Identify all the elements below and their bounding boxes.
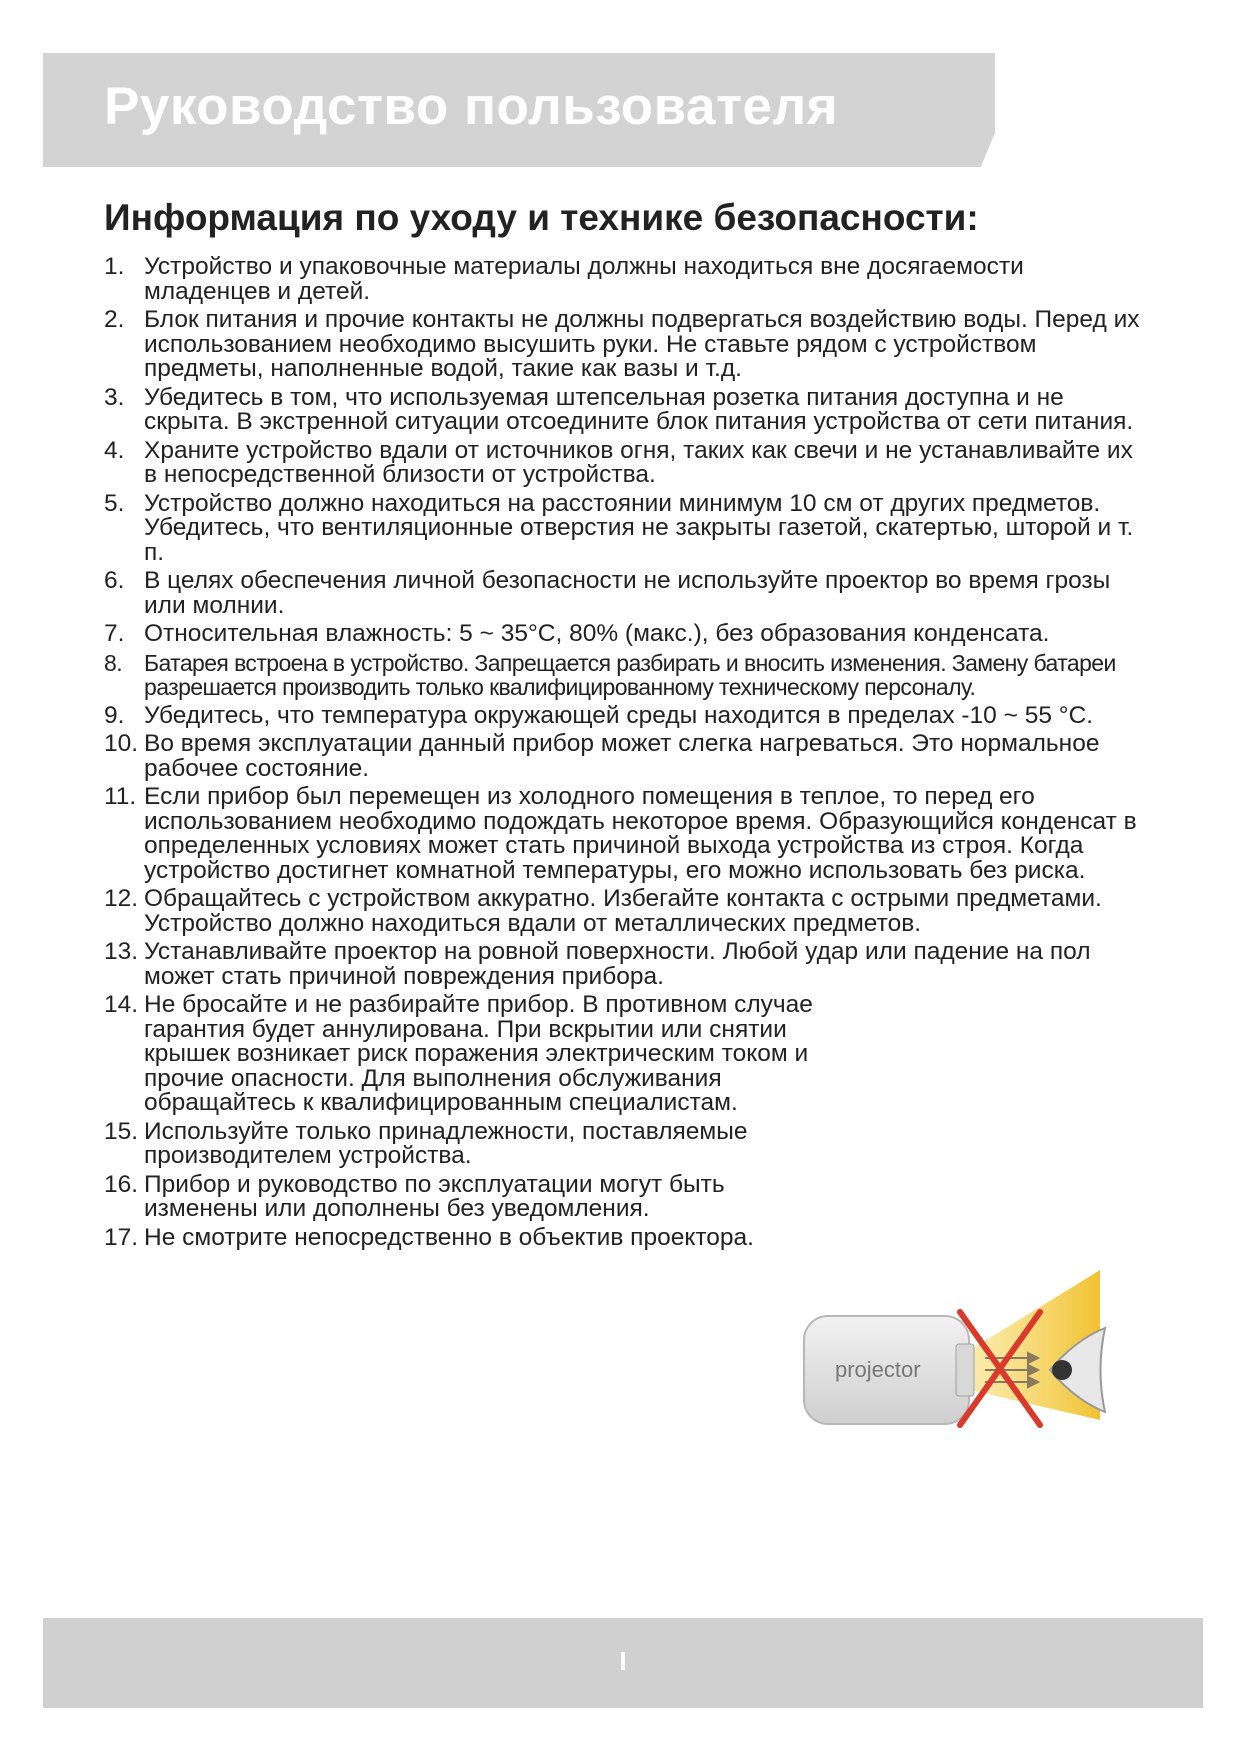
projector-warning-illustration	[800, 1270, 1130, 1470]
item-text: Убедитесь, что температура окружающей среды находится в пределах -10 ~ 55 °С.	[144, 701, 1094, 729]
item-number: 16.	[104, 1170, 139, 1198]
item-text: Батарея встроена в устройство. Запрещается разбирать и вносить изменения. Замену батареи разрешается производить только квалифицированному техническому персоналу.	[144, 649, 1116, 700]
footer-band	[43, 1618, 1203, 1708]
item-text: Прибор и руководство по эксплуатации могут быть изменены или дополнены без уведомления.	[144, 1170, 725, 1222]
safety-list	[104, 255, 1144, 1254]
list-item	[104, 940, 1144, 989]
list-item	[104, 993, 1144, 1116]
item-number: 10.	[104, 730, 139, 757]
item-text: Не бросайте и не разбирайте прибор. В противном случае гарантия будет аннулирована. При вскрытии или снятии крышек возникает риск поражения электрическим током и прочие опасности. Для выполнения обслуживания обращайтесь к квалифицированным специалистам.	[144, 991, 813, 1116]
item-text: Относительная влажность: 5 ~ 35°С, 80% (макс.), без образования конденсата.	[144, 620, 1050, 647]
list-item	[104, 887, 1144, 936]
item-text: Храните устройство вдали от источников огня, таких как свечи и не устанавливайте их в непосредственной близости от устройства.	[144, 436, 1133, 488]
item-number: 3.	[104, 383, 125, 411]
item-text: Убедитесь в том, что используемая штепсельная розетка питания доступна и не скрыта. В экстренной ситуации отсоедините блок питания устройства от сети питания.	[144, 383, 1134, 435]
item-number: 2.	[104, 306, 125, 333]
item-text: Устройство должно находиться на расстоянии минимум 10 см от других предметов. Убедитесь, что вентиляционные отверстия не закрыты газетой, скатертью, шторой и т. п.	[144, 489, 1134, 566]
section-heading: Информация по уходу и технике безопасности:	[104, 197, 979, 238]
item-number: 12.	[104, 885, 139, 912]
list-item	[104, 489, 1144, 566]
item-number: 15.	[104, 1117, 139, 1145]
item-number: 4.	[104, 436, 125, 464]
item-number: 1.	[104, 253, 125, 280]
item-number: 9.	[104, 701, 125, 729]
list-item	[104, 732, 1144, 781]
item-text: Во время эксплуатации данный прибор может слегка нагреваться. Это нормальное рабочее состояние.	[144, 730, 1100, 782]
list-item	[104, 785, 1144, 883]
list-item	[104, 701, 1144, 729]
item-text: Блок питания и прочие контакты не должны подвергаться воздействию воды. Перед их использованием необходимо высушить руки. Не ставьте рядом с устройством предметы, наполненные водой, такие как вазы и т.д.	[144, 306, 1140, 382]
list-item	[104, 1117, 1144, 1169]
list-item	[104, 1170, 1144, 1222]
list-item	[104, 255, 1144, 304]
page-number: I	[619, 1646, 627, 1676]
list-item	[104, 622, 1144, 647]
list-item	[104, 1223, 1144, 1251]
list-item	[104, 383, 1144, 435]
item-text: В целях обеспечения личной безопасности не используйте проектор во время грозы или молнии.	[144, 567, 1111, 619]
item-number: 5.	[104, 489, 125, 517]
list-item	[104, 569, 1144, 618]
item-number: 8.	[104, 649, 122, 676]
item-number: 7.	[104, 620, 125, 647]
item-text: Обращайтесь с устройством аккуратно. Избегайте контакта с острыми предметами. Устройство должно находиться вдали от металлических предметов.	[144, 885, 1102, 937]
item-text: Устройство и упаковочные материалы должны находиться вне досягаемости младенцев и детей.	[144, 253, 1024, 305]
page-title: Руководство пользователя	[104, 77, 839, 136]
item-number: 14.	[104, 991, 139, 1018]
item-number: 11.	[104, 783, 137, 810]
projector-eye-warning-icon	[800, 1270, 1130, 1470]
projector-label: projector	[835, 1357, 921, 1382]
list-item	[104, 308, 1144, 382]
list-item	[104, 651, 1144, 700]
item-text: Если прибор был перемещен из холодного помещения в теплое, то перед его использованием необходимо подождать некоторое время. Образующийся конденсат в определенных условиях может стать причиной выхода устройства из строя. Когда устройство достигнет комнатной температуры, его можно использовать без риска.	[144, 783, 1137, 884]
item-text: Используйте только принадлежности, поставляемые производителем устройства.	[144, 1117, 748, 1169]
item-number: 13.	[104, 938, 139, 965]
item-number: 6.	[104, 567, 125, 594]
projector-lens	[956, 1344, 974, 1396]
item-text: Устанавливайте проектор на ровной поверхности. Любой удар или падение на пол может стать причиной повреждения прибора.	[144, 938, 1091, 990]
item-text: Не смотрите непосредственно в объектив проектора.	[144, 1223, 754, 1251]
item-number: 17.	[104, 1223, 139, 1251]
list-item	[104, 436, 1144, 488]
